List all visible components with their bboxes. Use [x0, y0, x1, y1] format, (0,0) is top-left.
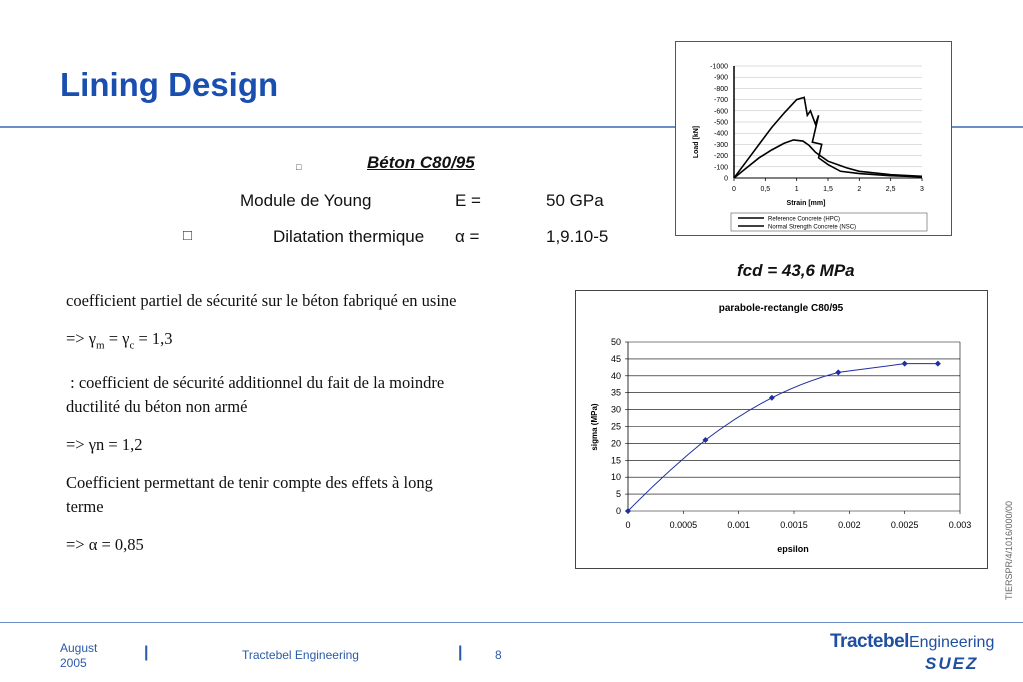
chart2-data-point [902, 361, 908, 367]
gamma-sub-m: m [96, 339, 105, 352]
chart2-data-point [769, 395, 775, 401]
chart2-y-tick: 10 [610, 472, 621, 483]
chart2-title: parabole-rectangle C80/95 [718, 303, 844, 314]
chart1-legend-hpc: Reference Concrete (HPC) [768, 216, 841, 223]
footer-divider [0, 622, 1023, 623]
young-value: 50 GPa [546, 191, 604, 210]
square-icon: □ [183, 227, 193, 244]
chart1-y-tick: -1000 [710, 63, 728, 71]
page-title: Lining Design [60, 66, 279, 103]
footer-date-line2: 2005 [60, 656, 87, 670]
chart1-y-tick: -600 [713, 108, 728, 116]
parabole-chart [576, 291, 987, 568]
chart1-x-tick: 0 [732, 186, 736, 193]
chart1-x-label: Strain [mm] [786, 200, 826, 207]
chart1-y-tick: -800 [713, 85, 728, 93]
logo-suffix: Engineering [908, 634, 995, 651]
logo-brand: Tractebel [830, 631, 909, 652]
chart1-y-tick: -400 [713, 130, 728, 138]
footer-company: Tractebel Engineering [242, 648, 359, 662]
chart2-x-tick: 0.0005 [669, 520, 698, 530]
chart1-series [734, 97, 922, 178]
chart1-x-tick: 2 [857, 186, 862, 193]
load-strain-chart [676, 42, 951, 235]
paragraph-longterm-line2: terme [66, 497, 104, 517]
paragraph-additional-line1: : coefficient de sécurité additionnel du fait de la moindre [66, 373, 445, 393]
chart1-x-tick: 1,5 [823, 186, 833, 193]
chart1-y-label: Load [kN] [693, 125, 700, 159]
material-heading: Béton C80/95 [367, 153, 475, 172]
chart2-x-tick: 0.0025 [890, 520, 919, 530]
fcd-value: fcd = 43,6 MPa [737, 261, 855, 280]
chart2-y-label: sigma (MPa) [590, 403, 599, 451]
chart1-x-tick: 2,5 [885, 186, 896, 193]
chart2-series-line [628, 364, 938, 511]
gamma-mid: = γ [104, 329, 130, 348]
paragraph-longterm-line1: Coefficient permettant de tenir compte des effets à long [66, 473, 433, 493]
chart1-legend-nsc: Normal Strength Concrete (NSC) [768, 224, 857, 231]
chart1-x-tick: 0,5 [760, 186, 771, 193]
chart1-y-tick: -900 [713, 74, 728, 82]
chart1-y-tick: -500 [713, 119, 728, 127]
side-code: TIERSPR/4/1016/000/00 [1004, 500, 1014, 600]
paragraph-safety-factor: coefficient partiel de sécurité sur le béton fabriqué en usine [66, 291, 457, 310]
chart2-x-tick: 0.001 [727, 520, 750, 530]
gamma-sub-c: c [129, 339, 135, 352]
chart2-y-tick: 15 [610, 455, 621, 466]
parabole-chart-frame [575, 290, 988, 569]
load-strain-chart-frame [675, 41, 952, 236]
title-divider [0, 126, 675, 128]
page-number: 8 [495, 648, 502, 662]
chart1-series-nsc [734, 140, 922, 178]
footer-separator: | [458, 644, 463, 661]
text-column [66, 289, 561, 557]
chart2-x-tick: 0.002 [838, 520, 861, 530]
chart2-x-label: epsilon [777, 544, 809, 554]
chart2-y-tick: 40 [610, 370, 621, 381]
gamma-prefix: => γ [66, 329, 97, 348]
thermal-label: Dilatation thermique [273, 227, 425, 246]
chart2-y-tick: 20 [610, 438, 621, 449]
young-symbol: E = [455, 191, 481, 210]
chart2-x-tick: 0.0015 [780, 520, 808, 530]
chart2-data-point [835, 369, 841, 375]
chart1-series-hpc [734, 97, 922, 178]
chart1-y-tick: -700 [713, 97, 728, 105]
thermal-value: 1,9.10-5 [546, 227, 609, 246]
chart2-grid [628, 342, 960, 511]
thermal-symbol: α = [455, 227, 480, 246]
chart2-y-tick: 45 [610, 353, 621, 364]
chart2-y-tick: 35 [610, 387, 621, 398]
small-square-icon: □ [296, 162, 302, 172]
chart2-y-tick: 25 [610, 421, 621, 432]
title-divider-right [951, 126, 1023, 128]
chart2-series [625, 361, 941, 514]
chart2-x-tick: 0.003 [948, 520, 972, 530]
paragraph-gamma-n: => γn = 1,2 [66, 435, 143, 455]
chart1-y-tick: -200 [713, 153, 728, 161]
chart1-y-tick: -300 [713, 141, 728, 149]
chart2-data-point [935, 361, 941, 367]
chart2-x-tick: 0 [625, 520, 631, 530]
chart1-y-tick: -100 [713, 164, 728, 172]
chart2-y-tick: 5 [615, 489, 621, 500]
chart2-y-tick: 0 [615, 506, 621, 516]
paragraph-alpha: => α = 0,85 [66, 535, 144, 555]
chart2-y-tick: 30 [610, 404, 621, 415]
chart1-axes [710, 64, 924, 194]
tractebel-logo [830, 631, 994, 653]
footer-separator: | [144, 644, 149, 661]
paragraph-additional-line2: ductilité du béton non armé [66, 397, 248, 417]
paragraph-gamma-m [66, 327, 561, 357]
chart1-x-tick: 1 [794, 186, 799, 193]
footer-date-line1: August [60, 641, 98, 655]
chart2-y-tick: 50 [610, 337, 621, 347]
suez-logo: SUEZ [925, 654, 979, 673]
chart1-y-tick: 0 [724, 175, 728, 183]
gamma-suffix: = 1,3 [134, 329, 173, 348]
chart2-axes [611, 337, 971, 530]
young-label: Module de Young [240, 191, 372, 210]
chart1-x-tick: 3 [920, 186, 924, 193]
